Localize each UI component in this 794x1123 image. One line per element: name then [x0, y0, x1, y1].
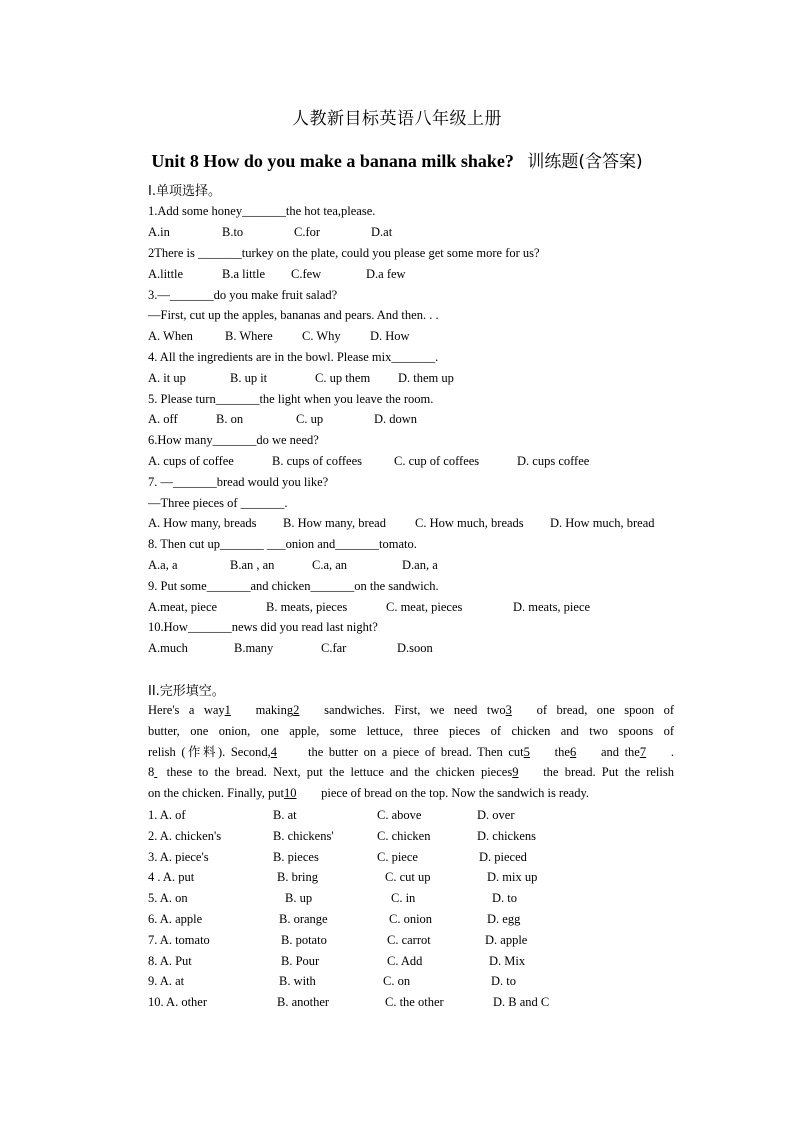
question-7: 7. —_______bread would you like?: [148, 475, 329, 489]
cloze-choice: B. with: [279, 974, 316, 989]
cloze-choice: C. on: [383, 974, 411, 989]
question-4: 4. All the ingredients are in the bowl. Please mix_______.: [148, 350, 439, 364]
cloze-choice: C. in: [391, 891, 416, 906]
question-8-options: A.a, a B.an , an C.a, an D.an, a: [148, 558, 438, 572]
cloze-choice: D. pieced: [479, 849, 527, 864]
section1-heading: I.单项选择。: [148, 184, 221, 199]
question-1: 1.Add some honey_______the hot tea,please.: [148, 204, 376, 218]
cloze-choice: 1. A. of: [148, 808, 186, 822]
question-8: 8. Then cut up_______ ___onion and_______tomato.: [148, 537, 417, 551]
cloze-choice: B. Pour: [281, 953, 320, 968]
question-5-options: A. off B. on C. up D. down: [148, 412, 418, 426]
cloze-choice: B. orange: [279, 912, 328, 926]
cloze-choice: D. egg: [487, 912, 521, 926]
cloze-choice: 9. A. at: [148, 974, 185, 989]
cloze-choice: B. at: [273, 808, 297, 822]
cloze-choice: C. the other: [385, 995, 444, 1010]
passage-line-3: relish (作料). Second,4 the butter on a piece of bread. Then cut5 the6 and the7 .: [148, 744, 674, 759]
page-title: 人教新目标英语八年级上册: [292, 109, 502, 129]
passage-line-5: on the chicken. Finally, put10 piece of bread on the top. Now the sandwich is ready.: [148, 786, 590, 801]
cloze-choice: D. chickens: [477, 828, 537, 843]
cloze-choice: C. onion: [389, 912, 433, 926]
cloze-choice: 10. A. other: [148, 995, 208, 1010]
question-1-options: A.in B.to C.for D.at: [148, 225, 393, 239]
question-3-options: A. When B. Where C. Why D. How: [148, 329, 410, 343]
question-3: 3.—_______do you make fruit salad?: [148, 288, 338, 302]
cloze-choice: 7. A. tomato: [148, 932, 210, 947]
cloze-choice: C. chicken: [377, 828, 431, 843]
cloze-choice: C. Add: [387, 953, 423, 968]
cloze-choice: B. potato: [281, 932, 327, 947]
cloze-choice: D. B and C: [493, 995, 550, 1010]
question-10: 10.How_______news did you read last night?: [148, 620, 378, 634]
question-9-options: A.meat, piece B. meats, pieces C. meat, pieces D. meats, piece: [148, 600, 591, 614]
cloze-choice: B. another: [277, 995, 330, 1010]
cloze-choice: D. over: [477, 808, 515, 822]
section2-heading: II.完形填空。: [148, 684, 225, 699]
passage-line-4: 8 these to the bread. Next, put the lettuce and the chicken pieces9 the bread. Put the relish: [148, 765, 674, 780]
passage-line-1: Here's a way1 making2 sandwiches. First, we need two3 of bread, one spoon of: [148, 703, 674, 717]
cloze-choice: D. apple: [485, 932, 528, 947]
cloze-choice: B. up: [285, 891, 313, 906]
cloze-choice: 5. A. on: [148, 891, 188, 906]
subtitle-chinese: 训练题(含答案): [527, 152, 643, 172]
question-2-options: A.little B.a little C.few D.a few: [148, 267, 406, 281]
question-6-options: A. cups of coffee B. cups of coffees C. cup of coffees D. cups coffee: [148, 454, 590, 468]
cloze-passage: [148, 700, 674, 804]
question-6: 6.How many_______do we need?: [148, 433, 319, 447]
cloze-choice: D. to: [492, 891, 517, 906]
question-3-dialogue: —First, cut up the apples, bananas and pears. And then. . .: [148, 308, 439, 322]
cloze-choice: 3. A. piece's: [148, 849, 209, 864]
question-5: 5. Please turn_______the light when you leave the room.: [148, 392, 434, 406]
cloze-choice: B. pieces: [273, 849, 319, 864]
cloze-choice: 2. A. chicken's: [148, 828, 222, 843]
page-subtitle: [0, 147, 794, 172]
question-2: 2There is _______turkey on the plate, could you please get some more for us?: [148, 246, 540, 260]
cloze-choice: D. Mix: [489, 953, 526, 968]
cloze-choice: C. piece: [377, 849, 418, 864]
cloze-choice: B. chickens': [273, 828, 334, 843]
question-9: 9. Put some_______and chicken_______on the sandwich.: [148, 579, 439, 593]
cloze-choice: C. cut up: [385, 870, 431, 885]
cloze-choice: D. mix up: [487, 870, 538, 885]
cloze-choice: B. bring: [277, 870, 318, 885]
cloze-choice: C. carrot: [387, 932, 431, 947]
question-7-dialogue: —Three pieces of _______.: [148, 496, 288, 510]
cloze-choice: 4 . A. put: [148, 870, 195, 885]
cloze-choice: C. above: [377, 808, 422, 822]
cloze-choice: 6. A. apple: [148, 912, 203, 926]
cloze-choice: D. to: [491, 974, 516, 989]
cloze-choice: 8. A. Put: [148, 953, 192, 968]
subtitle-english: Unit 8 How do you make a banana milk shake?: [151, 151, 514, 171]
question-4-options: A. it up B. up it C. up them D. them up: [148, 371, 454, 385]
question-10-options: A.much B.many C.far D.soon: [148, 641, 433, 655]
passage-line-2: butter, one onion, one apple, some lettuce, three pieces of chicken and two spoons of: [148, 723, 674, 738]
question-7-options: A. How many, breads B. How many, bread C. How much, breads D. How much, bread: [148, 516, 655, 530]
